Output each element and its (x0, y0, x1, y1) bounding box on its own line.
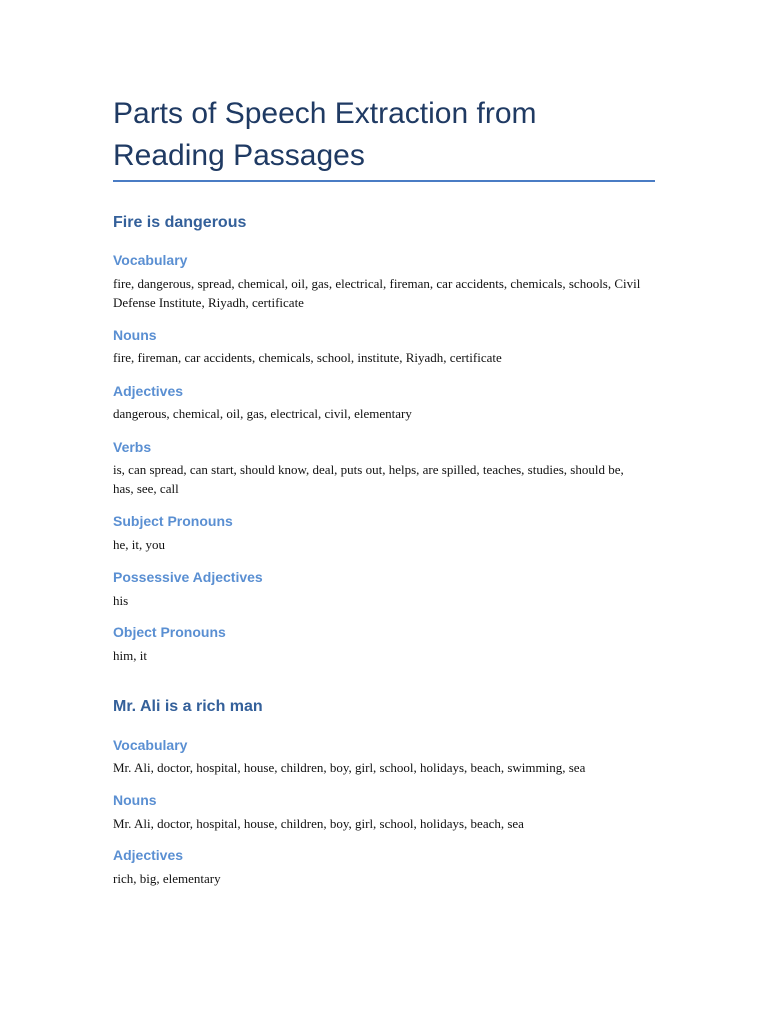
adjectives-text: dangerous, chemical, oil, gas, electrical, civil, elementary (113, 406, 412, 421)
object-pronouns-heading: Object Pronouns (113, 624, 226, 640)
vocabulary-text: Mr. Ali, doctor, hospital, house, children, boy, girl, school, holidays, beach, swimming, sea (113, 760, 586, 775)
nouns-text: Mr. Ali, doctor, hospital, house, children, boy, girl, school, holidays, beach, sea (113, 816, 524, 831)
subject-pronouns-heading: Subject Pronouns (113, 513, 233, 529)
nouns-heading: Nouns (113, 792, 157, 808)
nouns-heading: Nouns (113, 327, 157, 343)
possessive-adjectives-heading: Possessive Adjectives (113, 569, 263, 585)
adjectives-heading: Adjectives (113, 383, 184, 399)
vocabulary-text: fire, dangerous, spread, chemical, oil, gas, electrical, fireman, car accidents, chemicals, schools, Civil Defense Institute, Riyadh, certificate (113, 276, 641, 310)
verbs-text: is, can spread, can start, should know, deal, puts out, helps, are spilled, teaches, studies, should be, has, see, call (113, 462, 624, 496)
subject-pronouns-text: he, it, you (113, 537, 165, 552)
vocabulary-heading: Vocabulary (113, 252, 188, 268)
document-title: Parts of Speech Extraction from Reading Passages (113, 97, 537, 172)
possessive-adjectives-text: his (113, 593, 129, 608)
object-pronouns-text: him, it (113, 648, 147, 663)
section-heading: Fire is dangerous (113, 214, 247, 231)
adjectives-heading: Adjectives (113, 847, 184, 863)
vocabulary-heading: Vocabulary (113, 737, 188, 753)
nouns-text: fire, fireman, car accidents, chemicals, school, institute, Riyadh, certificate (113, 350, 502, 365)
section-heading: Mr. Ali is a rich man (113, 698, 263, 715)
verbs-heading: Verbs (113, 439, 152, 455)
title-divider (113, 180, 655, 182)
adjectives-text: rich, big, elementary (113, 871, 221, 886)
